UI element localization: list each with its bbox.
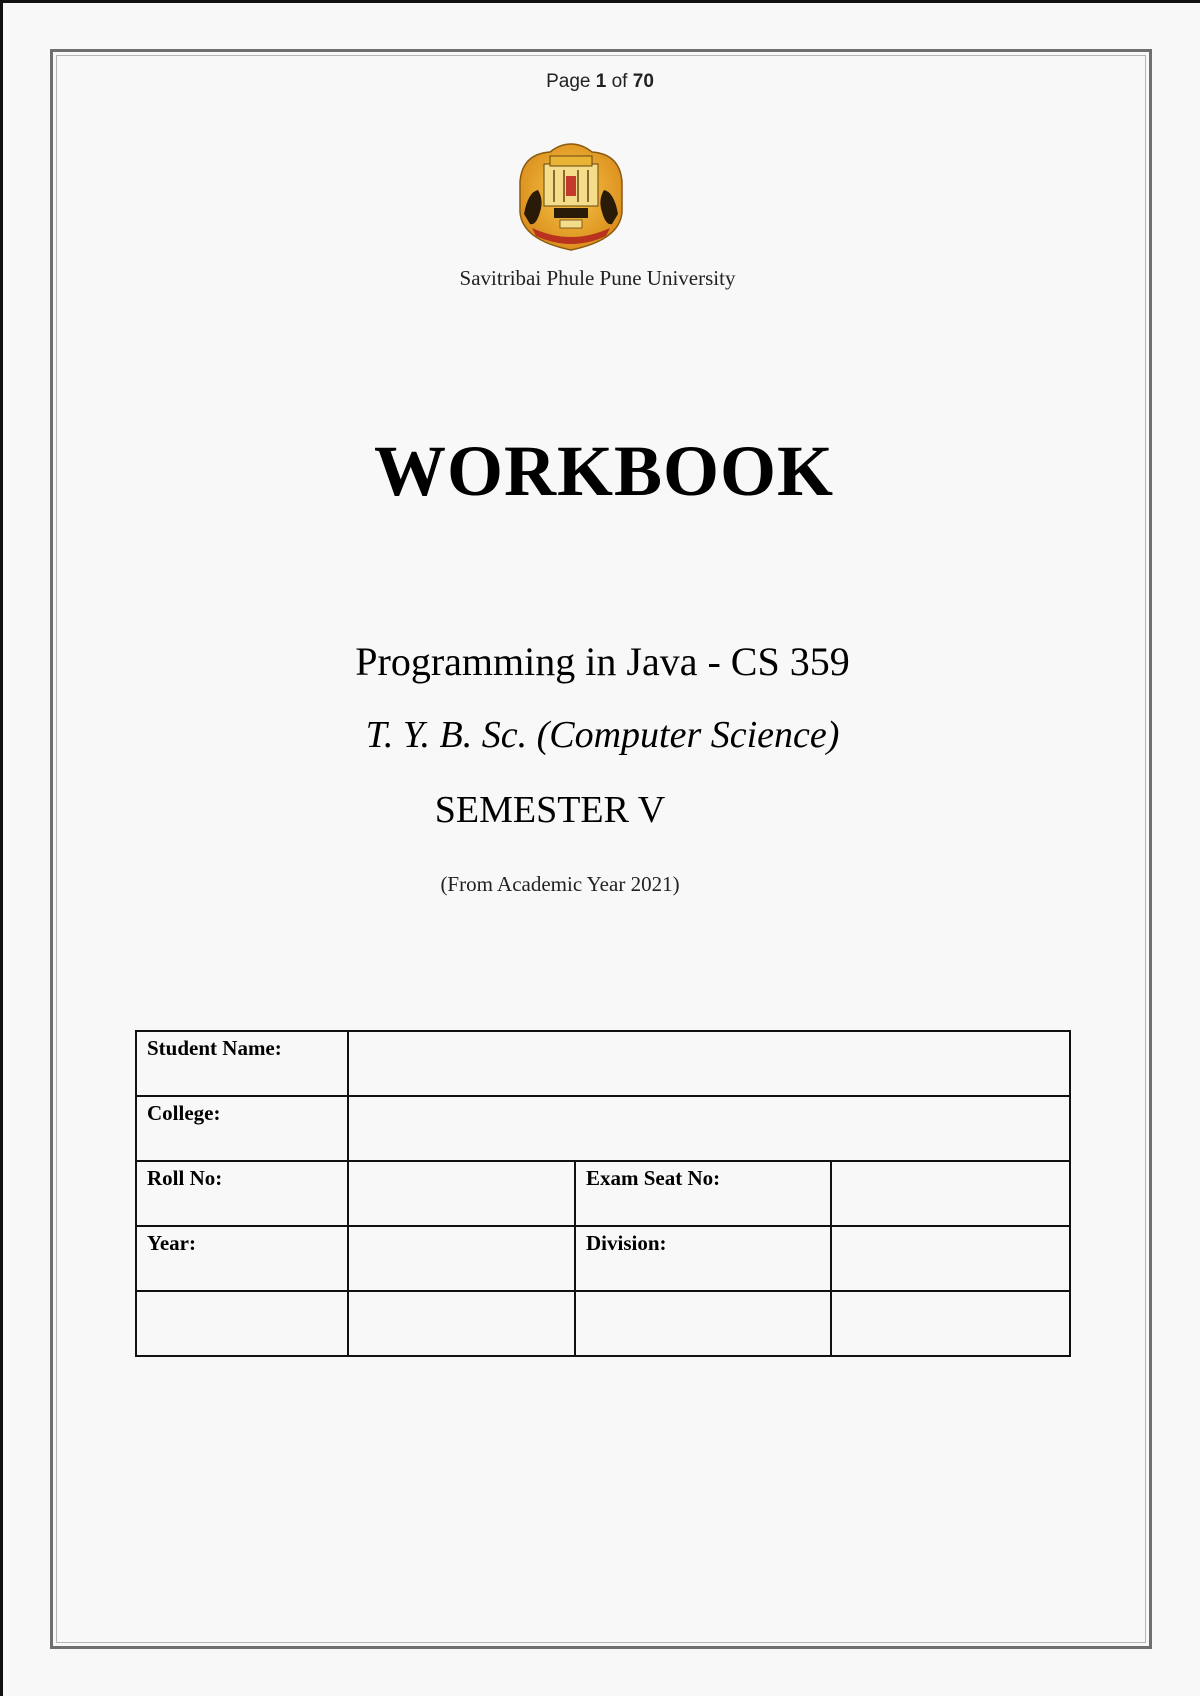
student-name-field <box>348 1031 1070 1096</box>
college-label: College: <box>136 1096 348 1161</box>
empty-cell <box>348 1291 575 1356</box>
program-name: T. Y. B. Sc. (Computer Science) <box>365 714 840 756</box>
table-row <box>136 1161 1070 1226</box>
student-name-label: Student Name: <box>136 1031 348 1096</box>
empty-cell <box>831 1291 1070 1356</box>
page-current: 1 <box>595 71 607 92</box>
division-label: Division: <box>575 1226 831 1291</box>
page-total: 70 <box>632 71 654 92</box>
page-of: of <box>611 71 628 92</box>
empty-cell <box>575 1291 831 1356</box>
student-details-table <box>135 1030 1071 1357</box>
exam-seat-field <box>831 1161 1070 1226</box>
exam-seat-label: Exam Seat No: <box>575 1161 831 1226</box>
year-field <box>348 1226 575 1291</box>
college-field <box>348 1096 1070 1161</box>
roll-no-label: Roll No: <box>136 1161 348 1226</box>
course-title: Programming in Java - CS 359 <box>355 639 850 684</box>
roll-no-field <box>348 1161 575 1226</box>
division-field <box>831 1226 1070 1291</box>
academic-year: (From Academic Year 2021) <box>440 872 680 896</box>
table-row <box>136 1226 1070 1291</box>
year-label: Year: <box>136 1226 348 1291</box>
page-counter <box>0 71 1200 93</box>
semester: SEMESTER V <box>434 789 666 831</box>
top-edge <box>0 0 1200 3</box>
university-seal-icon <box>510 142 632 254</box>
university-name: Savitribai Phule Pune University <box>459 266 736 290</box>
table-row <box>136 1291 1070 1356</box>
empty-cell <box>136 1291 348 1356</box>
workbook-title: WORKBOOK <box>373 431 835 511</box>
left-edge <box>0 0 3 1696</box>
table-row <box>136 1031 1070 1096</box>
table-row <box>136 1096 1070 1161</box>
page-label: Page <box>546 71 591 92</box>
